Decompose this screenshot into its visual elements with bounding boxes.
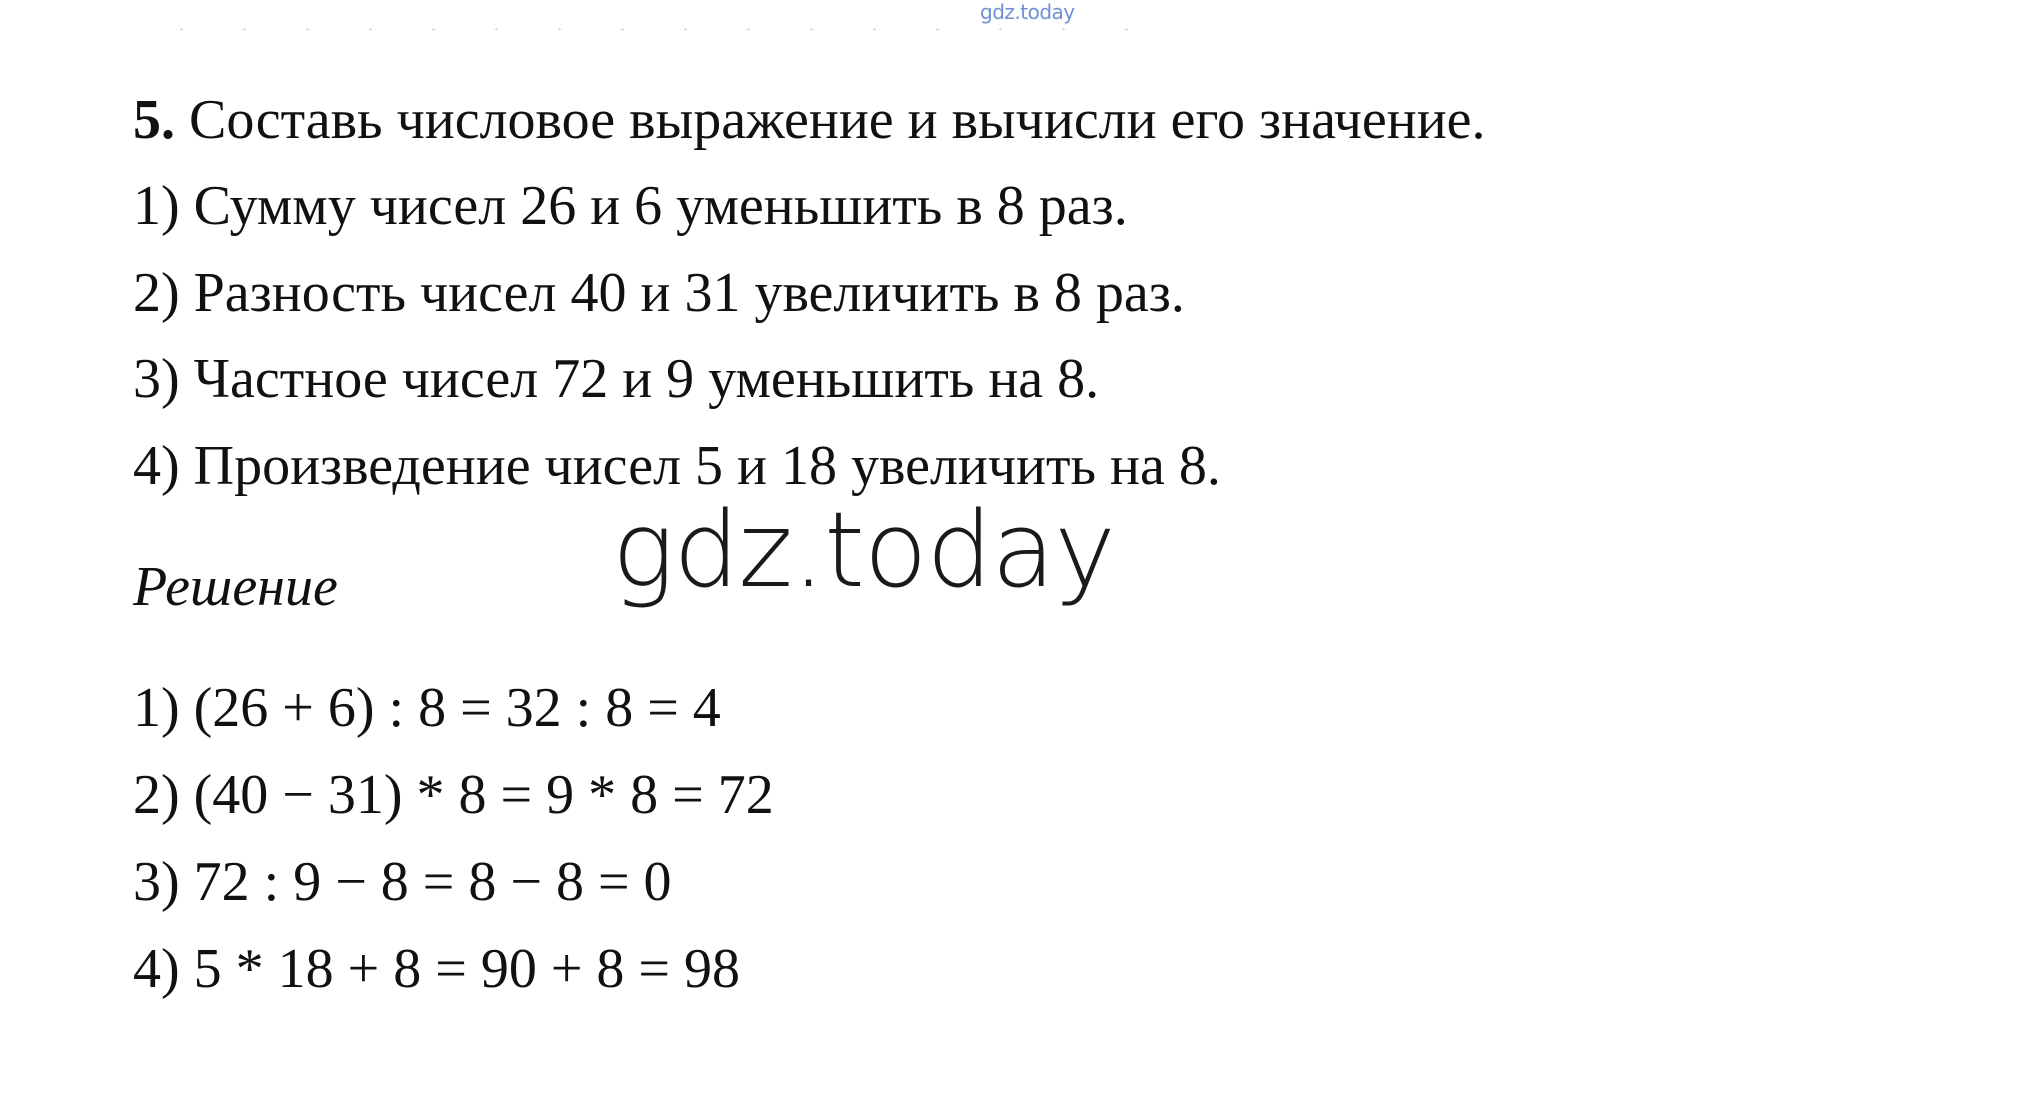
task-item-4: 4) Произведение чисел 5 и 18 увеличить на 8. [133, 435, 1221, 497]
task-item-3: 3) Частное чисел 72 и 9 уменьшить на 8. [133, 348, 1100, 410]
dotted-header-rule [150, 28, 1170, 30]
solution-line-4: 4) 5 * 18 + 8 = 90 + 8 = 98 [133, 938, 740, 1000]
solution-heading: Решение [133, 556, 338, 618]
task-number: 5. [133, 89, 175, 151]
task-item-1: 1) Сумму чисел 26 и 6 уменьшить в 8 раз. [133, 175, 1128, 237]
watermark-large: gdz.today [612, 489, 1115, 611]
solution-line-2: 2) (40 − 31) * 8 = 9 * 8 = 72 [133, 764, 774, 826]
task-item-2: 2) Разность чисел 40 и 31 увеличить в 8 раз. [133, 262, 1185, 324]
task-statement-text: Составь числовое выражение и вычисли его значение. [189, 89, 1486, 151]
solution-line-3: 3) 72 : 9 − 8 = 8 − 8 = 0 [133, 851, 672, 913]
watermark-small: gdz.today [980, 0, 1075, 24]
task-statement [133, 88, 1486, 152]
solution-line-1: 1) (26 + 6) : 8 = 32 : 8 = 4 [133, 677, 721, 739]
